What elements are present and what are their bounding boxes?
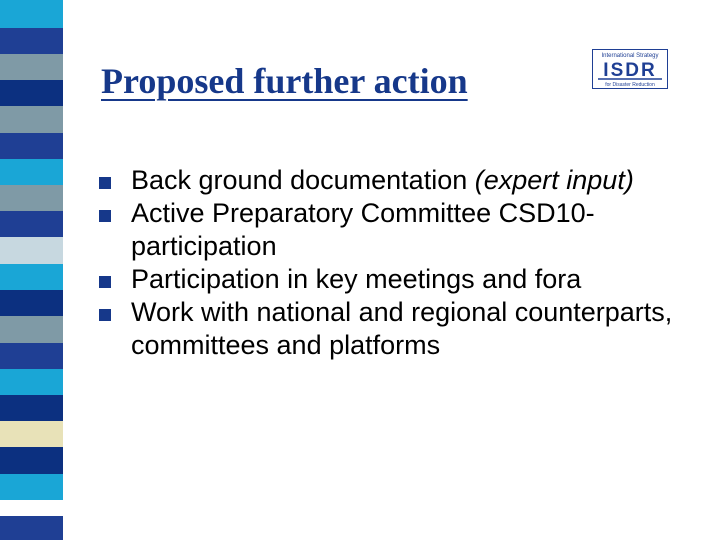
bullet-text: Active Preparatory Committee CSD10-participation — [131, 198, 595, 261]
stripe-block — [0, 500, 63, 516]
stripe-block — [0, 80, 63, 106]
stripe-block — [0, 0, 63, 28]
stripe-block — [0, 159, 63, 185]
logo-bottom-text: for Disaster Reduction — [605, 82, 655, 88]
isdr-logo — [592, 49, 668, 89]
bullet-text: Participation in key meetings and fora — [131, 264, 582, 294]
bullet-item — [98, 164, 708, 197]
logo-top-text: International Strategy — [601, 53, 659, 59]
square-bullet-icon — [99, 177, 111, 189]
bullet-italic-text: (expert input) — [474, 165, 634, 195]
stripe-block — [0, 211, 63, 237]
stripe-block — [0, 185, 63, 211]
bullet-item — [98, 263, 708, 296]
stripe-block — [0, 421, 63, 447]
stripe-block — [0, 28, 63, 54]
bullet-text: Work with national and regional counterparts, committees and platforms — [131, 297, 673, 360]
stripe-block — [0, 474, 63, 500]
stripe-block — [0, 395, 63, 421]
stripe-block — [0, 516, 63, 540]
bullet-item — [98, 197, 708, 263]
stripe-block — [0, 369, 63, 395]
stripe-block — [0, 133, 63, 159]
stripe-block — [0, 316, 63, 343]
square-bullet-icon — [99, 276, 111, 288]
bullet-item — [98, 296, 708, 362]
square-bullet-icon — [99, 210, 111, 222]
logo-main-text: ISDR — [603, 60, 657, 81]
stripe-block — [0, 447, 63, 474]
square-bullet-icon — [99, 309, 111, 321]
stripe-block — [0, 290, 63, 316]
decorative-stripe — [0, 0, 63, 540]
bullet-text: Back ground documentation — [131, 165, 475, 195]
stripe-block — [0, 106, 63, 133]
stripe-block — [0, 54, 63, 80]
slide-title: Proposed further action — [101, 61, 468, 101]
stripe-block — [0, 343, 63, 369]
bullet-list — [98, 164, 708, 362]
stripe-block — [0, 264, 63, 290]
stripe-block — [0, 237, 63, 264]
